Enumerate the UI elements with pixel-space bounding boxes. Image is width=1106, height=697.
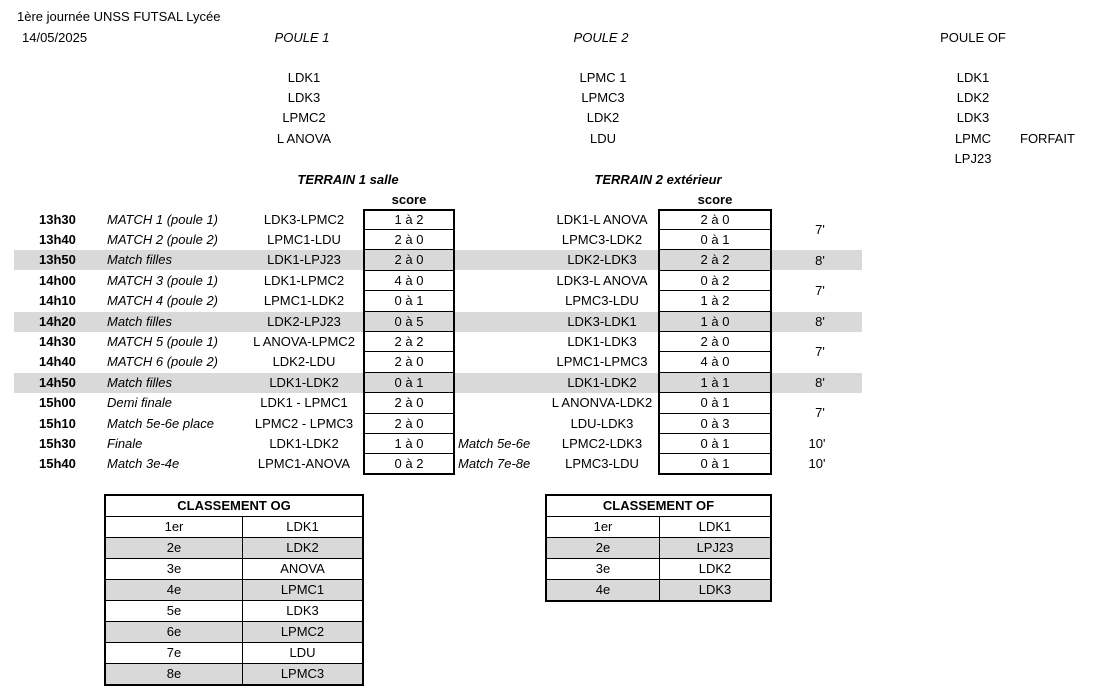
pool-1-team: LPMC2: [282, 110, 326, 125]
terrain-1-match: LDK3-LPMC2: [263, 212, 345, 227]
terrain-1-match: LDK1-LDK2: [269, 375, 339, 390]
duration-label: 8': [815, 253, 825, 268]
pool-of-team: LDK1: [956, 70, 990, 85]
pool-of-team: LDK3: [956, 110, 990, 125]
score-row-divider: [658, 249, 772, 250]
terrain-1-score: 2 à 0: [394, 354, 424, 369]
ranking-row: [106, 664, 362, 684]
score-row-divider: [363, 351, 455, 352]
terrain-1-match: L ANOVA-LPMC2: [253, 334, 355, 349]
terrain-2-match: LPMC3-LDU: [565, 293, 639, 308]
terrain-2-score: 4 à 0: [700, 354, 730, 369]
ranking-row: [106, 643, 362, 664]
duration-label: 10': [808, 436, 826, 451]
ranking-team: LPJ23: [660, 538, 770, 558]
terrain-2-match: LDK3-LDK1: [567, 314, 637, 329]
match-time: 15h10: [39, 416, 76, 431]
terrain-2-match: L ANONVA-LDK2: [551, 395, 653, 410]
pool-2-team: LPMC 1: [579, 70, 627, 85]
terrain-1-score: 4 à 0: [394, 273, 424, 288]
match-time: 13h30: [39, 212, 76, 227]
terrain-1-match: LDK1-LPJ23: [267, 252, 341, 267]
terrain-2-score: 1 à 1: [700, 375, 730, 390]
duration-label: 7': [815, 222, 825, 237]
sheet-title: 1ère journée UNSS FUTSAL Lycée: [17, 9, 221, 24]
ranking-team: LDK1: [698, 519, 732, 534]
match-label: Match filles: [107, 314, 173, 329]
terrain-1-score-header: score: [391, 192, 427, 207]
pool-1-team: LDK3: [287, 90, 321, 105]
terrain-2-score: 2 à 0: [700, 212, 730, 227]
match-time: 14h10: [39, 293, 76, 308]
terrain-1-title: TERRAIN 1 salle: [297, 172, 399, 187]
score-row-divider: [363, 249, 455, 250]
score-row-divider: [363, 392, 455, 393]
pool-1-team: L ANOVA: [276, 131, 332, 146]
placement-match-label: Match 5e-6e: [458, 436, 531, 451]
terrain-1-score: 0 à 5: [394, 314, 424, 329]
placement-match-label: Match 7e-8e: [458, 456, 531, 471]
match-label: Match 5e-6e place: [107, 416, 214, 431]
score-row-divider: [363, 311, 455, 312]
terrain-1-score: 0 à 1: [394, 375, 424, 390]
score-row-divider: [363, 453, 455, 454]
score-row-divider: [363, 270, 455, 271]
score-row-divider: [658, 229, 772, 230]
match-label: Match filles: [107, 375, 173, 390]
terrain-1-match: LPMC1-LDU: [267, 232, 341, 247]
duration-label: 7': [815, 344, 825, 359]
duration-label: 8': [815, 375, 825, 390]
score-row-divider: [363, 290, 455, 291]
terrain-2-score: 2 à 2: [700, 252, 730, 267]
duration-label: 10': [808, 456, 826, 471]
ranking-row: [547, 559, 770, 580]
match-time: 13h50: [39, 252, 76, 267]
pool-2-team: LDU: [589, 131, 616, 146]
terrain-2-score: 2 à 0: [700, 334, 730, 349]
score-row-divider: [363, 331, 455, 332]
ranking-row: [106, 601, 362, 622]
match-label: Match 3e-4e: [107, 456, 180, 471]
classement-og-title: CLASSEMENT OG: [106, 496, 362, 517]
terrain-1-score: 2 à 0: [394, 416, 424, 431]
ranking-team: LDK3: [286, 603, 319, 618]
ranking-position: 5e: [106, 601, 243, 621]
duration-label: 8': [815, 314, 825, 329]
match-time: 15h40: [39, 456, 76, 471]
score-row-divider: [658, 331, 772, 332]
forfait-label: FORFAIT: [1020, 131, 1075, 146]
ranking-row: [106, 622, 362, 643]
ranking-position: 3e: [106, 559, 243, 579]
ranking-position: 2e: [547, 538, 660, 558]
terrain-2-score: 1 à 2: [700, 293, 730, 308]
terrain-1-score: 2 à 0: [394, 252, 424, 267]
ranking-team: LDK1: [286, 519, 319, 534]
terrain-2-match: LDK1-LDK2: [567, 375, 637, 390]
score-row-divider: [658, 270, 772, 271]
match-time: 14h00: [39, 273, 76, 288]
pool-of-team: LPJ23: [954, 151, 992, 166]
ranking-row: [547, 580, 770, 600]
terrain-2-score: 0 à 1: [700, 456, 730, 471]
score-row-divider: [658, 290, 772, 291]
ranking-position: 1er: [547, 517, 660, 537]
terrain-2-score: 0 à 1: [700, 232, 730, 247]
ranking-position: 2e: [106, 538, 243, 558]
terrain-2-match: LPMC2-LDK3: [561, 436, 643, 451]
terrain-2-score: 0 à 3: [700, 416, 730, 431]
match-label: MATCH 4 (poule 2): [107, 293, 219, 308]
ranking-team: LDK2: [243, 538, 362, 558]
match-time: 14h40: [39, 354, 76, 369]
score-row-divider: [658, 413, 772, 414]
match-time: 14h30: [39, 334, 76, 349]
score-row-divider: [363, 433, 455, 434]
terrain-2-match: LPMC3-LDK2: [561, 232, 643, 247]
ranking-position: 3e: [547, 559, 660, 579]
match-label: Match filles: [107, 252, 173, 267]
pool-of-title: POULE OF: [940, 30, 1006, 45]
match-time: 13h40: [39, 232, 76, 247]
ranking-position: 4e: [106, 580, 243, 600]
pool-2-title: POULE 2: [573, 30, 629, 45]
terrain-1-match: LPMC2 - LPMC3: [254, 416, 354, 431]
match-label: MATCH 2 (poule 2): [107, 232, 219, 247]
ranking-row: [547, 538, 770, 559]
ranking-position: 6e: [106, 622, 243, 642]
match-label: MATCH 6 (poule 2): [107, 354, 219, 369]
score-row-divider: [658, 453, 772, 454]
terrain-1-match: LDK1-LDK2: [269, 436, 339, 451]
terrain-1-score: 2 à 0: [394, 232, 424, 247]
ranking-team: LPMC2: [243, 622, 362, 642]
ranking-row: [106, 580, 362, 601]
terrain-1-score: 0 à 2: [394, 456, 424, 471]
ranking-team: LPMC1: [243, 580, 362, 600]
terrain-2-match: LDK2-LDK3: [567, 252, 637, 267]
terrain-1-match: LDK1 - LPMC1: [260, 395, 348, 410]
terrain-2-score: 0 à 1: [700, 395, 730, 410]
ranking-position: 8e: [106, 664, 243, 684]
terrain-2-match: LPMC1-LPMC3: [556, 354, 648, 369]
score-row-divider: [658, 392, 772, 393]
pool-2-team: LPMC3: [581, 90, 625, 105]
pool-1-title: POULE 1: [274, 30, 330, 45]
ranking-row: [547, 517, 770, 538]
ranking-team: LDU: [289, 645, 316, 660]
ranking-team: LDK3: [660, 580, 770, 600]
terrain-1-match: LDK2-LDU: [272, 354, 336, 369]
terrain-2-match: LDK1-LDK3: [567, 334, 637, 349]
match-time: 14h50: [39, 375, 76, 390]
ranking-position: 7e: [106, 643, 243, 663]
ranking-team: LDK2: [698, 561, 732, 576]
score-row-divider: [363, 372, 455, 373]
ranking-team: LPMC3: [243, 664, 362, 684]
terrain-2-title: TERRAIN 2 extérieur: [594, 172, 722, 187]
terrain-2-score: 1 à 0: [700, 314, 730, 329]
duration-label: 7': [815, 283, 825, 298]
score-row-divider: [363, 413, 455, 414]
score-row-divider: [658, 311, 772, 312]
pool-2-team: LDK2: [586, 110, 620, 125]
ranking-position: 4e: [547, 580, 660, 600]
score-row-divider: [658, 433, 772, 434]
match-label: MATCH 5 (poule 1): [107, 334, 219, 349]
pool-of-team: LPMC: [954, 131, 992, 146]
match-time: 14h20: [39, 314, 76, 329]
ranking-position: 1er: [106, 517, 243, 537]
ranking-team: ANOVA: [280, 561, 325, 576]
match-label: MATCH 1 (poule 1): [107, 212, 219, 227]
match-label: Demi finale: [107, 395, 173, 410]
terrain-2-score-header: score: [697, 192, 733, 207]
terrain-2-match: LPMC3-LDU: [565, 456, 639, 471]
ranking-row: [106, 517, 362, 538]
terrain-2-score: 0 à 1: [700, 436, 730, 451]
match-label: Finale: [107, 436, 143, 451]
terrain-2-match: LDK1-L ANOVA: [556, 212, 648, 227]
pool-of-team: LDK2: [956, 90, 990, 105]
score-row-divider: [658, 372, 772, 373]
classement-of-title: CLASSEMENT OF: [547, 496, 770, 517]
duration-label: 7': [815, 405, 825, 420]
terrain-1-match: LDK2-LPJ23: [267, 314, 341, 329]
pool-1-team: LDK1: [287, 70, 321, 85]
terrain-1-match: LDK1-LPMC2: [263, 273, 345, 288]
match-time: 15h00: [39, 395, 76, 410]
score-row-divider: [658, 351, 772, 352]
terrain-1-score: 2 à 0: [394, 395, 424, 410]
match-label: MATCH 3 (poule 1): [107, 273, 219, 288]
terrain-1-match: LPMC1-ANOVA: [257, 456, 351, 471]
ranking-row: [106, 559, 362, 580]
terrain-2-match: LDK3-L ANOVA: [556, 273, 648, 288]
terrain-2-score: 0 à 2: [700, 273, 730, 288]
classement-of-table: [545, 494, 772, 602]
score-row-divider: [363, 229, 455, 230]
terrain-1-score: 0 à 1: [394, 293, 424, 308]
terrain-1-score: 2 à 2: [394, 334, 424, 349]
ranking-row: [106, 538, 362, 559]
classement-og-table: [104, 494, 364, 686]
terrain-1-score: 1 à 2: [394, 212, 424, 227]
terrain-1-score: 1 à 0: [394, 436, 424, 451]
terrain-2-match: LDU-LDK3: [570, 416, 634, 431]
match-time: 15h30: [39, 436, 76, 451]
terrain-1-match: LPMC1-LDK2: [263, 293, 345, 308]
sheet-date: 14/05/2025: [22, 30, 88, 45]
